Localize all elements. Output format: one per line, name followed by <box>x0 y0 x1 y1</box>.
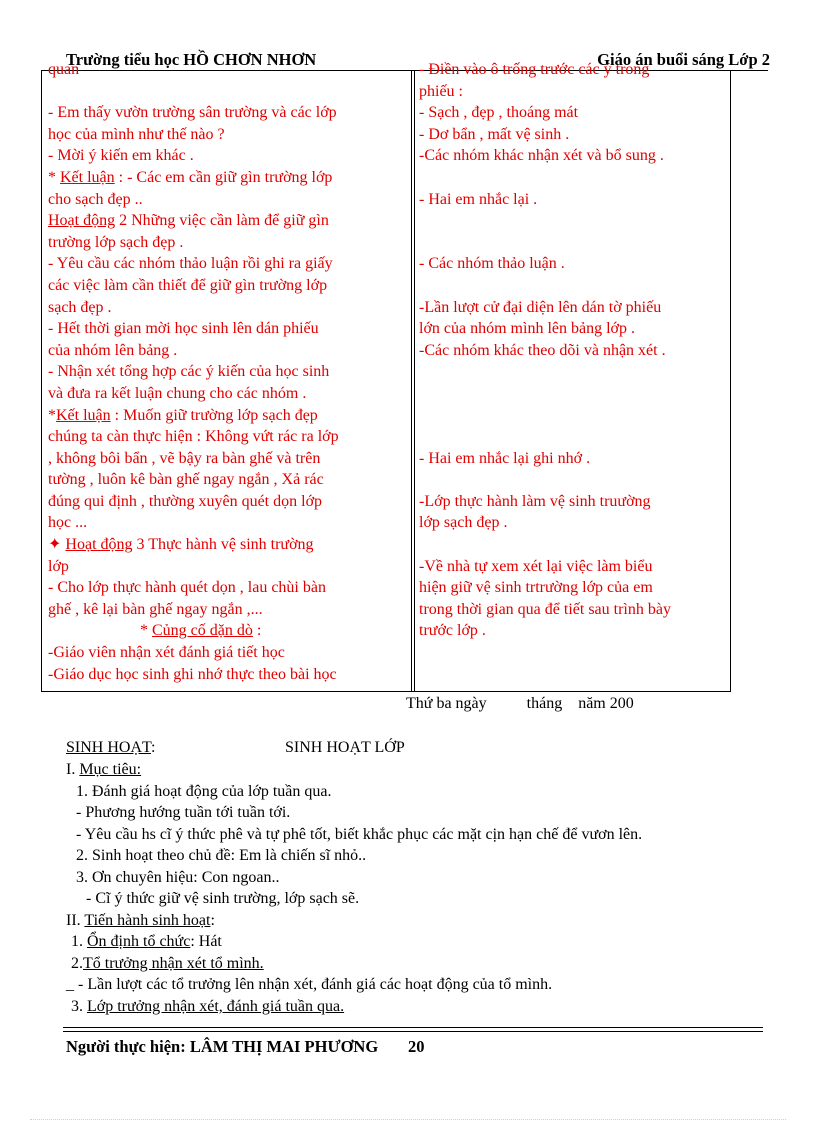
right-line: - Hai em nhắc lại ghi nhớ . <box>419 449 591 467</box>
steps-heading <box>66 912 215 930</box>
bullet: _ <box>66 976 74 993</box>
step-2-detail <box>66 976 552 994</box>
left-line: lớp <box>48 557 69 575</box>
right-line: - Hai em nhắc lại . <box>419 190 538 208</box>
conclusion-label: Kết luận <box>60 168 115 186</box>
goal-item: 1. Đánh giá hoạt động của lớp tuần qua. <box>76 783 332 800</box>
colon: : <box>252 622 262 640</box>
school-name: Trường tiểu học HỒ CHƠN NHƠN <box>66 50 317 69</box>
left-line: đúng qui định , thường xuyên quét dọn lớp <box>48 492 323 510</box>
teacher-column <box>48 61 404 685</box>
right-line: lớp sạch đẹp . <box>419 514 508 532</box>
spacer <box>419 426 725 448</box>
steps-title: Tiến hành sinh hoạt <box>84 912 211 929</box>
student-column <box>419 61 725 642</box>
spacer <box>419 361 725 383</box>
left-line: của nhóm lên bảng . <box>48 341 178 359</box>
right-line: -Các nhóm khác nhận xét và bổ sung . <box>419 147 664 165</box>
left-line: quan <box>48 61 80 78</box>
left-line: trường lớp sạch đẹp . <box>48 233 184 251</box>
date-line: Thứ ba ngày tháng năm 200 <box>406 695 634 712</box>
step-2 <box>71 955 264 973</box>
spacer <box>419 210 725 232</box>
goals-number: I. <box>66 761 80 778</box>
goals-title: Mục tiêu: <box>79 761 142 778</box>
left-line: - Cho lớp thực hành quét dọn , lau chùi bàn <box>48 579 326 597</box>
step-number: 1. <box>71 933 87 950</box>
conclusion-text: : Muốn giữ trường lớp sạch đẹp <box>110 406 318 424</box>
conclusion-text: : - Các em cần giữ gìn trường lớp <box>114 168 333 186</box>
activity-3-heading <box>48 534 404 556</box>
goal-item: - Yêu cầu hs cĩ ý thức phê và tự phê tốt, biết khắc phục các mặt cịn hạn chế để vươn lên. <box>76 826 643 843</box>
column-divider <box>411 71 412 691</box>
step-rest: : Hát <box>190 933 222 950</box>
page-number: 20 <box>408 1037 425 1056</box>
activity-label: Hoạt động <box>48 212 116 230</box>
goals-heading <box>66 761 141 779</box>
activity-title: 2 Những việc cần làm để giữ gìn <box>115 212 329 230</box>
diamond-icon: ✦ <box>48 536 66 554</box>
spacer <box>419 167 725 189</box>
left-line: - Yêu cầu các nhóm thảo luận rồi ghi ra giấy <box>48 255 333 273</box>
activity-title: 3 Thực hành vệ sinh trường <box>132 536 314 554</box>
conclusion-line-1 <box>48 167 404 189</box>
footer-rule-bottom <box>63 1031 763 1032</box>
consolidation-label: Củng cố dặn dò <box>152 622 253 640</box>
right-line: - Sạch , đẹp , thoáng mát <box>419 104 579 122</box>
activity-label: Hoạt động <box>65 536 133 554</box>
left-line: học ... <box>48 514 88 532</box>
star-marker: * <box>48 168 60 186</box>
left-line: chúng ta càn thực hiện : Không vứt rác ra lớp <box>48 428 339 446</box>
left-line: - Hết thời gian mời học sinh lên dán phiếu <box>48 320 319 338</box>
left-line: sạch đẹp . <box>48 298 112 316</box>
column-divider-2 <box>414 71 415 691</box>
spacer <box>419 405 725 427</box>
spacer <box>419 232 725 254</box>
right-line: lớn của nhóm mình lên bảng lớp . <box>419 320 635 338</box>
spacer <box>419 534 725 556</box>
section-label: SINH HOẠT <box>66 739 151 756</box>
star-marker: * <box>140 622 152 640</box>
lesson-plan-title: Giáo án buổi sáng Lớp 2 <box>597 50 770 69</box>
spacer <box>419 469 725 491</box>
page-edge <box>30 1119 786 1120</box>
step-1 <box>71 933 222 951</box>
goal-item: - Cĩ ý thức giữ vệ sinh trường, lớp sạch sẽ. <box>86 890 360 907</box>
conclusion-label: Kết luận <box>56 406 111 424</box>
right-line: -Lần lượt cử đại diện lên dán tờ phiếu <box>419 298 662 316</box>
step-3 <box>71 998 344 1016</box>
spacer <box>419 383 725 405</box>
step-number: 2. <box>71 955 83 972</box>
steps-colon: : <box>210 912 215 929</box>
left-line: - Em thấy vườn trường sân trường và các lớp <box>48 104 337 122</box>
right-line: hiện giữ vệ sinh trtrường lớp của em <box>419 579 653 597</box>
step-title: Lớp trưởng nhận xét, đánh giá tuần qua. <box>87 998 345 1015</box>
spacer <box>419 275 725 297</box>
star-marker: * <box>48 406 56 424</box>
right-line: -Các nhóm khác theo dõi và nhận xét . <box>419 341 666 359</box>
right-line: - Các nhóm thảo luận . <box>419 255 565 273</box>
section-title <box>66 739 155 757</box>
left-line: tường , luôn kê bàn ghế ngay ngắn , Xả rác <box>48 471 324 489</box>
goal-item: - Phương hướng tuần tới tuần tới. <box>76 804 291 821</box>
step-2-text: - Lần lượt các tổ trưởng lên nhận xét, đánh giá các hoạt động của tổ mình. <box>78 976 553 993</box>
footer-rule-top <box>63 1027 763 1028</box>
left-line: - Nhận xét tổng hợp các ý kiến của học sinh <box>48 363 330 381</box>
left-line <box>48 81 404 103</box>
left-line: ghế , kê lại bàn ghế ngay ngắn ,... <box>48 600 263 618</box>
right-line: trước lớp . <box>419 622 486 640</box>
left-line: - Mời ý kiến em khác . <box>48 147 194 165</box>
right-line: -Về nhà tự xem xét lại việc làm biểu <box>419 557 653 575</box>
left-line: các việc làm cần thiết để giữ gìn trường lớp <box>48 276 328 294</box>
activity-table <box>41 61 731 692</box>
step-title: Tổ trưởng nhận xét tổ mình. <box>83 955 264 972</box>
author-line: Người thực hiện: LÂM THỊ MAI PHƯƠNG <box>66 1037 379 1056</box>
consolidation-heading <box>48 620 404 642</box>
steps-number: II. <box>66 912 85 929</box>
right-line: -Lớp thực hành làm vệ sinh truường <box>419 492 651 510</box>
goal-item: 2. Sinh hoạt theo chủ đề: Em là chiến sĩ nhỏ.. <box>76 847 367 864</box>
right-line: trong thời gian qua để tiết sau trình bày <box>419 600 671 618</box>
left-line: -Giáo viên nhận xét đánh giá tiết học <box>48 644 285 662</box>
conclusion-line-2 <box>48 405 404 427</box>
left-line: và đưa ra kết luận chung cho các nhóm . <box>48 384 307 402</box>
goal-item: 3. Ơn chuyên hiệu: Con ngoan.. <box>76 869 280 886</box>
step-title: Ổn định tổ chức <box>87 933 191 950</box>
left-line: , không bôi bẩn , vẽ bậy ra bàn ghế và trên <box>48 449 321 467</box>
step-number: 3. <box>71 998 87 1015</box>
section-title-value: SINH HOẠT LỚP <box>285 739 405 756</box>
left-line: học của mình như thế nào ? <box>48 125 225 143</box>
right-line: - Dơ bẩn , mất vệ sinh . <box>419 125 570 143</box>
section-colon: : <box>150 739 156 756</box>
activity-2-heading <box>48 210 404 232</box>
left-line: cho sạch đẹp .. <box>48 190 143 208</box>
left-line: -Giáo dục học sinh ghi nhớ thực theo bài học <box>48 665 337 683</box>
right-line: phiếu : <box>419 82 463 100</box>
right-line: - Điền vào ô trống trước các ý trong <box>419 61 650 78</box>
